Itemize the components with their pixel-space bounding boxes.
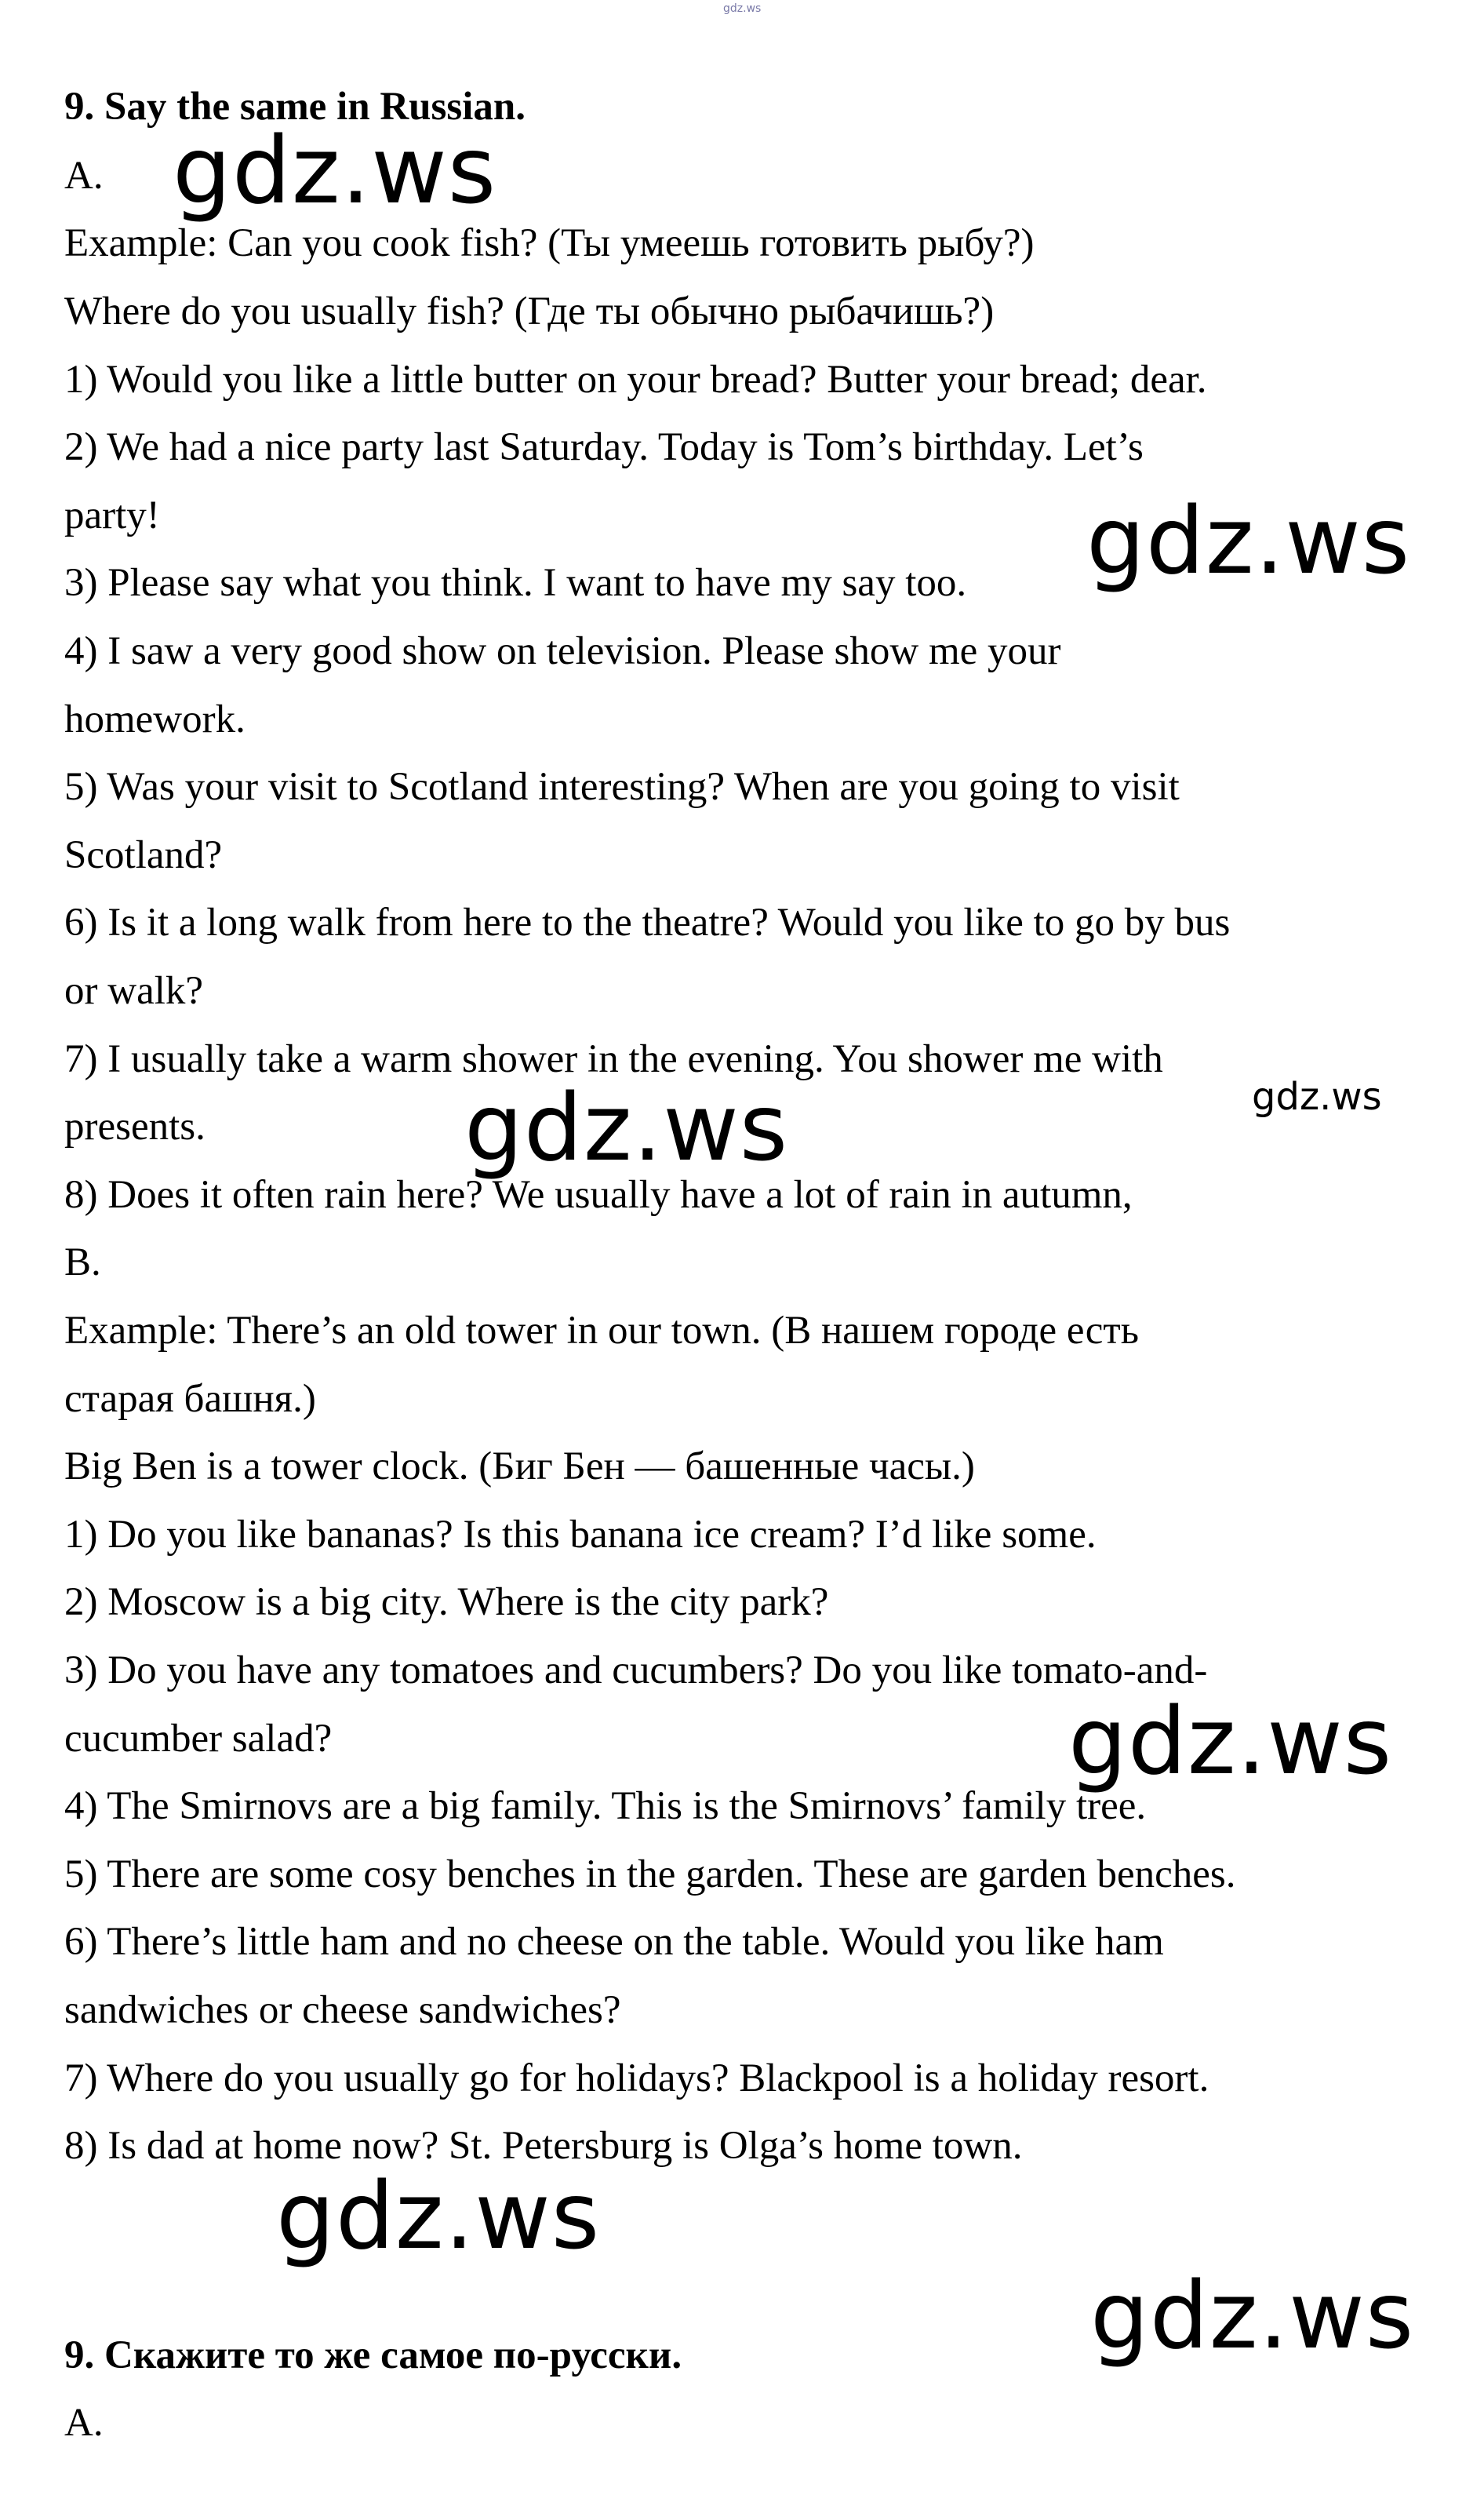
text-line: Where do you usually fish? (Где ты обычно рыбачишь?)	[64, 290, 995, 333]
section-a-label-ru: A.	[64, 2401, 104, 2445]
text-line: 5) There are some cosy benches in the garden. These are garden benches.	[64, 1852, 1236, 1896]
text-line: Example: There’s an old tower in our town. (В нашем городе есть	[64, 1309, 1139, 1353]
text-line: 1) Would you like a little butter on your bread? Butter your bread; dear.	[64, 358, 1207, 402]
watermark: gdz.ws	[1068, 1687, 1393, 1795]
text-line: 7) I usually take a warm shower in the evening. You shower me with	[64, 1037, 1163, 1081]
text-line: 5) Was your visit to Scotland interesting? When are you going to visit	[64, 765, 1180, 809]
watermark: gdz.ws	[1086, 486, 1411, 595]
text-line: party!	[64, 494, 160, 537]
section-a-label: A.	[64, 154, 104, 198]
text-line: 2) Moscow is a big city. Where is the city park?	[64, 1580, 829, 1624]
text-line: cucumber salad?	[64, 1717, 333, 1761]
text-line: 6) There’s little ham and no cheese on the table. Would you like ham	[64, 1920, 1164, 1964]
text-line: Big Ben is a tower clock. (Биг Бен — башенные часы.)	[64, 1444, 975, 1488]
section-b-label: B.	[64, 1240, 101, 1284]
watermark: gdz.ws	[173, 116, 497, 224]
text-line: presents.	[64, 1105, 206, 1149]
watermark: gdz.ws	[276, 2162, 601, 2270]
text-line: 4) The Smirnovs are a big family. This is the Smirnovs’ family tree.	[64, 1784, 1147, 1828]
text-line: старая башня.)	[64, 1377, 316, 1421]
watermark: gdz.ws	[1090, 2261, 1415, 2369]
text-line: homework.	[64, 698, 246, 741]
text-line: 3) Please say what you think. I want to have my say too.	[64, 561, 967, 605]
text-line: 1) Do you like bananas? Is this banana ice cream? I’d like some.	[64, 1513, 1097, 1557]
text-line: sandwiches or cheese sandwiches?	[64, 1988, 621, 2032]
text-line: 8) Is dad at home now? St. Petersburg is Olga’s home town.	[64, 2124, 1023, 2168]
text-line: 2) We had a nice party last Saturday. Today is Tom’s birthday. Let’s	[64, 425, 1144, 469]
text-line: Scotland?	[64, 833, 223, 877]
exercise-heading-ru: 9. Скажите то же самое по-русски.	[64, 2333, 682, 2377]
watermark: gdz.ws	[464, 1073, 789, 1182]
text-line: 4) I saw a very good show on television. Please show me your	[64, 629, 1061, 673]
watermark: gdz.ws	[1252, 1075, 1382, 1119]
exercise-heading-en: 9. Say the same in Russian.	[64, 85, 526, 129]
text-line: or walk?	[64, 969, 204, 1013]
top-watermark: gdz.ws	[723, 2, 762, 15]
text-line: 6) Is it a long walk from here to the theatre? Would you like to go by bus	[64, 901, 1231, 945]
text-line: 8) Does it often rain here? We usually have a lot of rain in autumn,	[64, 1173, 1133, 1217]
text-line: Example: Can you cook fish? (Ты умеешь готовить рыбу?)	[64, 221, 1035, 265]
text-line: 3) Do you have any tomatoes and cucumbers? Do you like tomato-and-	[64, 1648, 1208, 1692]
text-line: 7) Where do you usually go for holidays? Blackpool is a holiday resort.	[64, 2056, 1209, 2100]
